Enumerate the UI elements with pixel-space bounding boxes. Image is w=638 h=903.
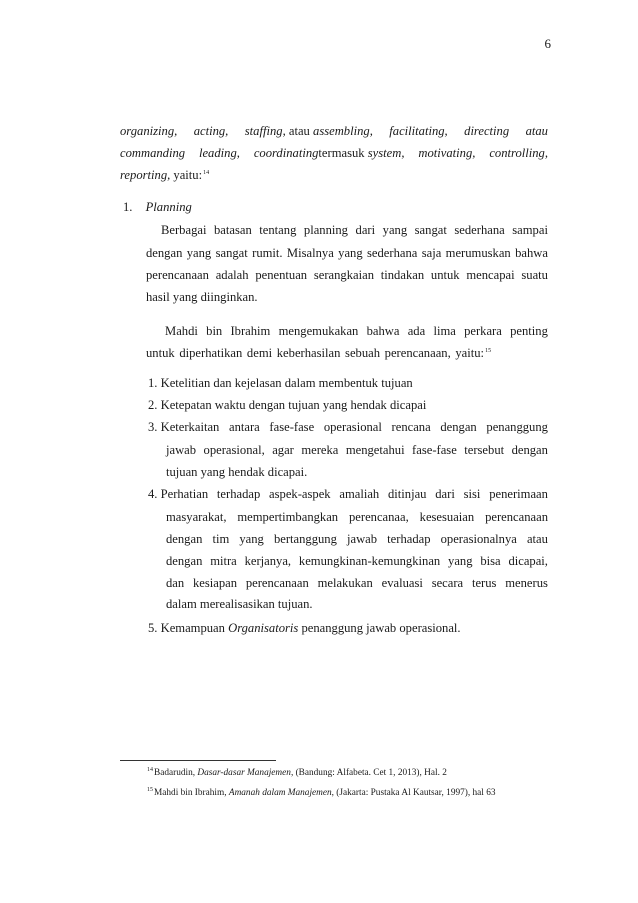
footnote-ref-15: 15 xyxy=(485,348,492,354)
footnote-ref-14: 14 xyxy=(203,170,210,176)
para1-line-1: Berbagai batasan tentang planning dari yang sangat sederhana sampai xyxy=(161,223,548,237)
para1-line-3: perencanaan adalah penentuan serangkaian tindakan untuk mencapai suatu xyxy=(146,268,548,282)
para1-line-4: hasil yang diinginkan. xyxy=(146,290,258,304)
list-item-5: 5. Kemampuan Organisatoris penanggung jawab operasional. xyxy=(148,621,461,635)
para2-line-1: Mahdi bin Ibrahim mengemukakan bahwa ada lima perkara penting xyxy=(165,324,548,338)
list-item-4-line-5: dan kesiapan perencanaan melakukan evaluasi secara terus menerus xyxy=(166,576,548,590)
page-number: 6 xyxy=(544,36,551,51)
list-item-3-line-2: jawab operasional, agar mereka mengetahui fase-fase tersebut dengan xyxy=(166,443,548,457)
para2-line-2: untuk diperhatikan demi keberhasilan sebuah perencanaan, yaitu:$^{15}$ xyxy=(146,346,492,360)
list-item-4-line-3: dengan tim yang bertanggung jawab terhadap operasionalnya atau xyxy=(166,532,548,546)
section-number: 1. xyxy=(123,200,133,214)
footnote-separator xyxy=(120,760,276,761)
footnote-15: $^{15}$Mahdi bin Ibrahim, Amanah dalam Manajemen, (Jakarta: Pustaka Al Kautsar, 1997), hal 63 xyxy=(147,787,496,798)
section-title: Planning xyxy=(145,200,192,214)
intro-line-2: commanding leading, coordinatingtermasuk system, motivating, controlling, xyxy=(120,146,548,160)
list-item-4-line-6: dalam merealisasikan tujuan. xyxy=(166,597,313,611)
list-item-4-line-1: 4. Perhatian terhadap aspek-aspek amaliah ditinjau dari sisi penerimaan xyxy=(148,487,548,501)
list-item-2: 2. Ketepatan waktu dengan tujuan yang hendak dicapai xyxy=(148,398,427,412)
section-heading xyxy=(123,200,192,215)
list-item-4-line-4: dengan mitra kerjanya, kemungkinan-kemungkinan yang bisa dicapai, xyxy=(166,554,548,568)
intro-line-1: organizing, acting, staffing, atau assembling, facilitating, directing atau xyxy=(120,124,548,138)
intro-line-3: reporting, yaitu:$^{14}$ xyxy=(120,168,210,182)
list-item-1: 1. Ketelitian dan kejelasan dalam membentuk tujuan xyxy=(148,376,413,390)
list-item-4-line-2: masyarakat, mempertimbangkan perencanaa, kesesuaian perencanaan xyxy=(166,510,548,524)
para1-line-2: dengan yang sangat rumit. Misalnya yang sederhana saja merumuskan bahwa xyxy=(146,246,548,260)
footnote-14: $^{14}$Badarudin, Dasar-dasar Manajemen, (Bandung: Alfabeta. Cet 1, 2013), Hal. 2 xyxy=(147,767,447,778)
list-item-3-line-1: 3. Keterkaitan antara fase-fase operasional rencana dengan penanggung xyxy=(148,420,548,434)
list-item-3-line-3: tujuan yang hendak dicapai. xyxy=(166,465,308,479)
